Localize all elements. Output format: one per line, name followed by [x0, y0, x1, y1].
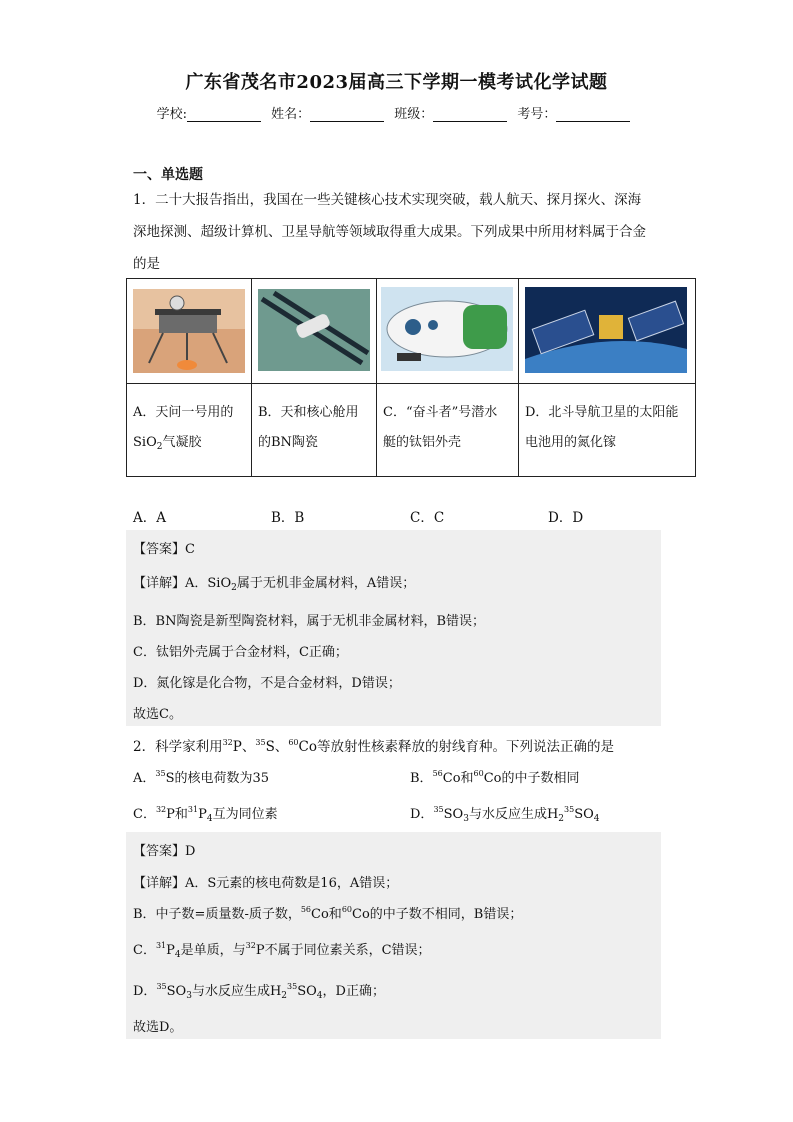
class-blank	[433, 109, 507, 122]
q1-stem-line1: 1．二十大报告指出，我国在一些关键核心技术实现突破，载人航天、探月探火、深海	[133, 192, 642, 208]
q1-image-cell-d	[519, 279, 696, 384]
q1-stem-line2: 深地探测、超级计算机、卫星导航等领域取得重大成果。下列成果中所用材料属于合金	[133, 224, 646, 240]
school-label: 学校:	[156, 107, 187, 122]
q2-detail-a: 【详解】A．S元素的核电荷数是16，A错误；	[133, 876, 399, 891]
school-blank	[187, 109, 261, 122]
q1-detail-1: 【详解】A．SiO$_2$属于无机非金属材料，A错误；	[133, 576, 416, 593]
exam-no-label: 考号：	[517, 107, 557, 122]
mars-lander-image	[127, 279, 247, 377]
q1-option-d-line2: 电池用的氮化镓	[525, 435, 617, 450]
q2-detail-b: B．中子数=质量数-质子数，$^{56}$Co和$^{60}$Co的中子数不相同，B错误；	[133, 905, 523, 922]
q2-detail-end: 故选D。	[133, 1020, 183, 1035]
name-label: 姓名：	[271, 107, 311, 122]
q1-choice-c[interactable]: C．C	[410, 510, 445, 526]
q1-option-c-text	[377, 384, 519, 477]
q1-image-cell-b	[252, 279, 377, 384]
q1-option-a-line2: SiO$_2$气凝胶	[133, 435, 202, 452]
q2-stem: 2．科学家利用$^{32}$P、$^{35}$S、$^{60}$Co等放射性核素释放的射线育种。下列说法正确的是	[133, 738, 614, 755]
q1-choice-a[interactable]: A．A	[133, 510, 166, 526]
section-title: 一、单选题	[133, 167, 203, 183]
q2-detail-c: C．$^{31}P_4$是单质，与$^{32}$P不属于同位素关系，C错误；	[133, 941, 431, 960]
q2-option-c[interactable]: C．$^{32}$P和$^{31}P_4$互为同位素	[133, 805, 278, 824]
q1-choice-d[interactable]: D．D	[548, 510, 584, 526]
q2-detail-d: D．$^{35}SO_3$与水反应生成$H_2^{35}SO_4$，D正确；	[133, 982, 385, 1001]
q2-answer-box	[126, 832, 661, 1039]
q1-option-d-text	[519, 384, 696, 477]
satellite-image	[519, 279, 691, 377]
q1-option-a-line1: A．天问一号用的	[133, 405, 234, 420]
q1-option-d-line1: D．北斗导航卫星的太阳能	[525, 405, 679, 420]
q1-answer: 【答案】C	[133, 542, 195, 557]
exam-no-blank	[556, 109, 630, 122]
q1-option-b-line2: 的BN陶瓷	[258, 435, 318, 450]
q1-option-a-text	[127, 384, 252, 477]
q2-option-a[interactable]: A．$^{35}$S的核电荷数为35	[133, 769, 270, 786]
q1-stem-line3: 的是	[133, 256, 160, 272]
q1-detail-4: D．氮化镓是化合物，不是合金材料，D错误；	[133, 676, 401, 691]
q1-option-c-line2: 艇的钛铝外壳	[383, 435, 462, 450]
q1-image-cell-c	[377, 279, 519, 384]
name-blank	[310, 109, 384, 122]
q1-detail-2: B．BN陶瓷是新型陶瓷材料，属于无机非金属材料，B错误；	[133, 614, 486, 629]
submersible-image	[377, 279, 515, 377]
q2-option-b[interactable]: B．$^{56}$Co和$^{60}$Co的中子数相同	[410, 769, 580, 786]
q1-option-c-line1: C．“奋斗者”号潜水	[383, 405, 498, 420]
q2-answer: 【答案】D	[133, 844, 196, 859]
q1-option-b-line1: B．天和核心舱用	[258, 405, 359, 420]
q2-option-d[interactable]: D．$^{35}SO_3$与水反应生成$H_2^{35}SO_4$	[410, 805, 600, 824]
page-title: 广东省茂名市2023届高三下学期一模考试化学试题	[185, 72, 608, 93]
q1-option-b-text	[252, 384, 377, 477]
q1-image-cell-a	[127, 279, 252, 384]
q1-choice-b[interactable]: B．B	[271, 510, 305, 526]
q1-detail-5: 故选C。	[133, 707, 182, 722]
class-label: 班级：	[394, 107, 434, 122]
space-station-image	[252, 279, 372, 377]
q1-detail-3: C．钛铝外壳属于合金材料，C正确；	[133, 645, 348, 660]
student-info-line	[0, 103, 793, 122]
q1-options-table	[126, 278, 696, 477]
